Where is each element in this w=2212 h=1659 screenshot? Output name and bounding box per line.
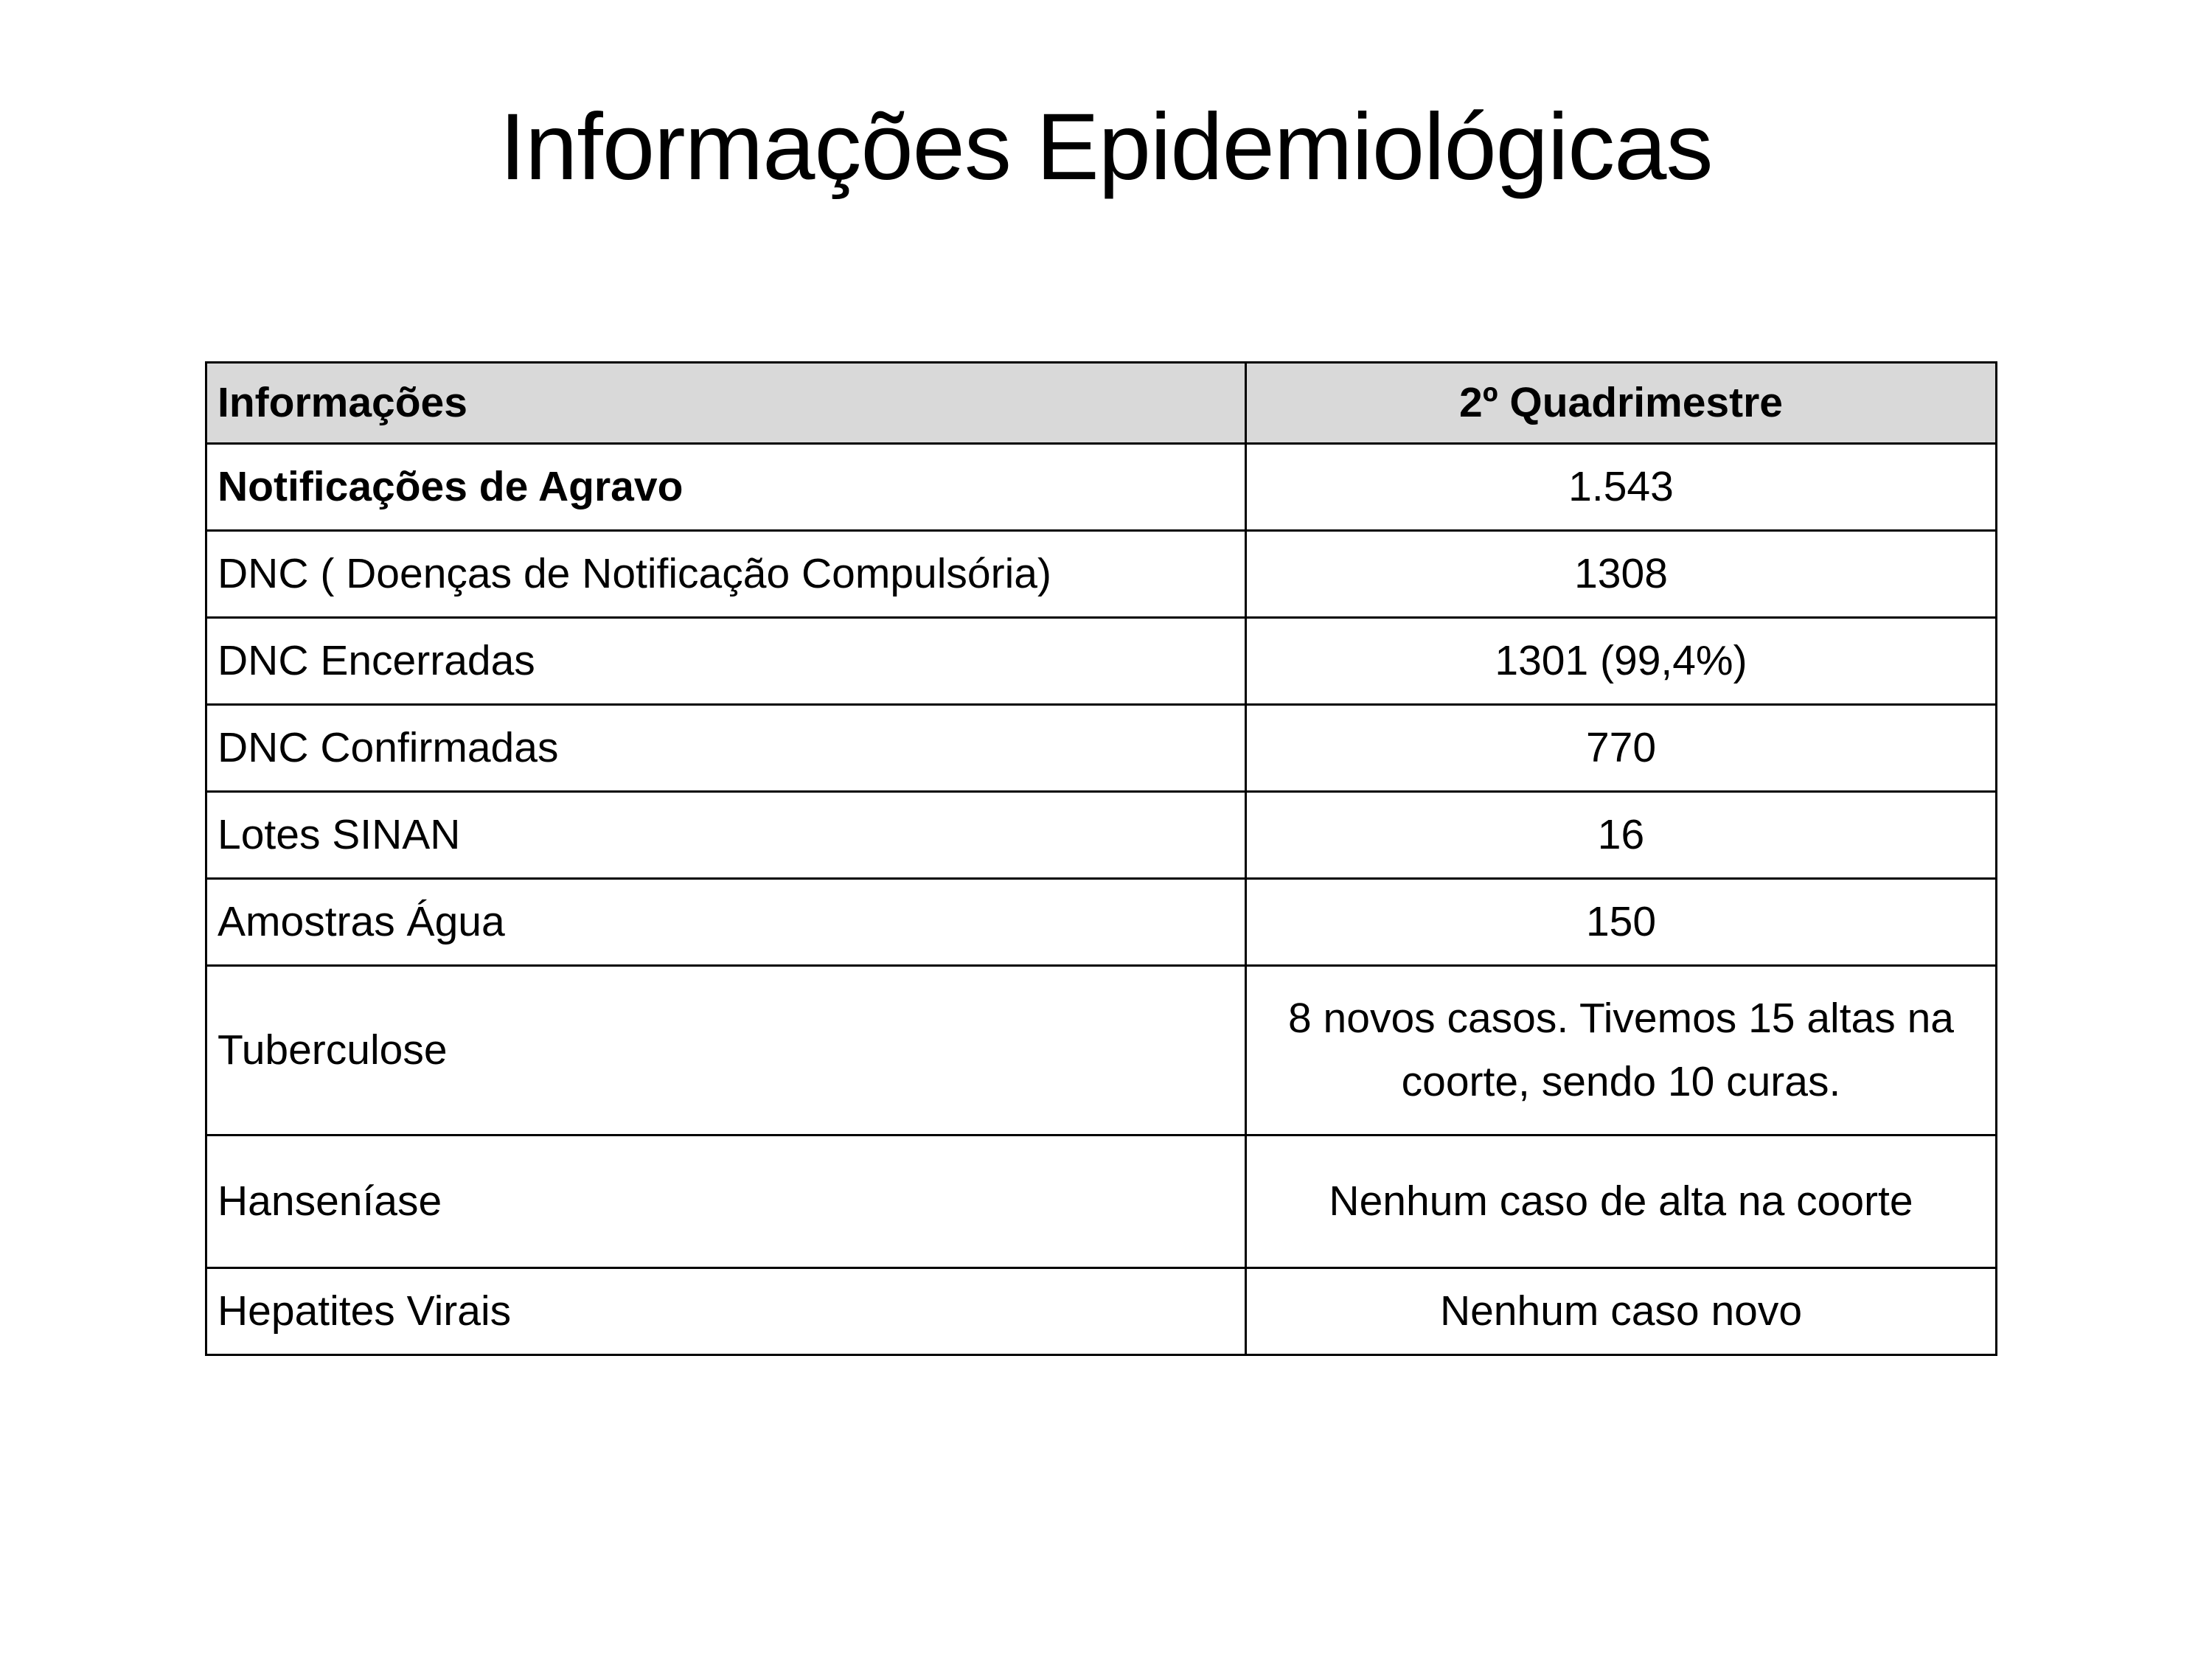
table-row xyxy=(206,618,1997,705)
row-value: 150 xyxy=(1246,879,1997,966)
table-row xyxy=(206,1268,1997,1355)
row-value: 1308 xyxy=(1246,531,1997,618)
row-label: Hanseníase xyxy=(206,1135,1246,1268)
row-label: Amostras Água xyxy=(206,879,1246,966)
epidemiological-table-container xyxy=(205,361,1995,1356)
row-label: DNC Confirmadas xyxy=(206,705,1246,792)
row-value: Nenhum caso novo xyxy=(1246,1268,1997,1355)
table-row xyxy=(206,531,1997,618)
row-label: DNC ( Doenças de Notificação Compulsória) xyxy=(206,531,1246,618)
row-value: 8 novos casos. Tivemos 15 altas na coorte, sendo 10 curas. xyxy=(1246,966,1997,1135)
table-header-informacoes: Informações xyxy=(206,363,1246,444)
page-title: Informações Epidemiológicas xyxy=(499,94,1713,200)
table-row xyxy=(206,879,1997,966)
row-value: 770 xyxy=(1246,705,1997,792)
table-row xyxy=(206,705,1997,792)
row-label: DNC Encerradas xyxy=(206,618,1246,705)
table-header-quadrimestre: 2º Quadrimestre xyxy=(1246,363,1997,444)
table-row xyxy=(206,966,1997,1135)
row-value: 1301 (99,4%) xyxy=(1246,618,1997,705)
table-row xyxy=(206,792,1997,879)
row-value: Nenhum caso de alta na coorte xyxy=(1246,1135,1997,1268)
table-header-row xyxy=(206,363,1997,444)
table-row xyxy=(206,1135,1997,1268)
row-value: 16 xyxy=(1246,792,1997,879)
row-label: Tuberculose xyxy=(206,966,1246,1135)
table-row xyxy=(206,444,1997,531)
row-value: 1.543 xyxy=(1246,444,1997,531)
row-label: Hepatites Virais xyxy=(206,1268,1246,1355)
row-label: Lotes SINAN xyxy=(206,792,1246,879)
epidemiological-table xyxy=(205,361,1997,1356)
row-label: Notificações de Agravo xyxy=(206,444,1246,531)
